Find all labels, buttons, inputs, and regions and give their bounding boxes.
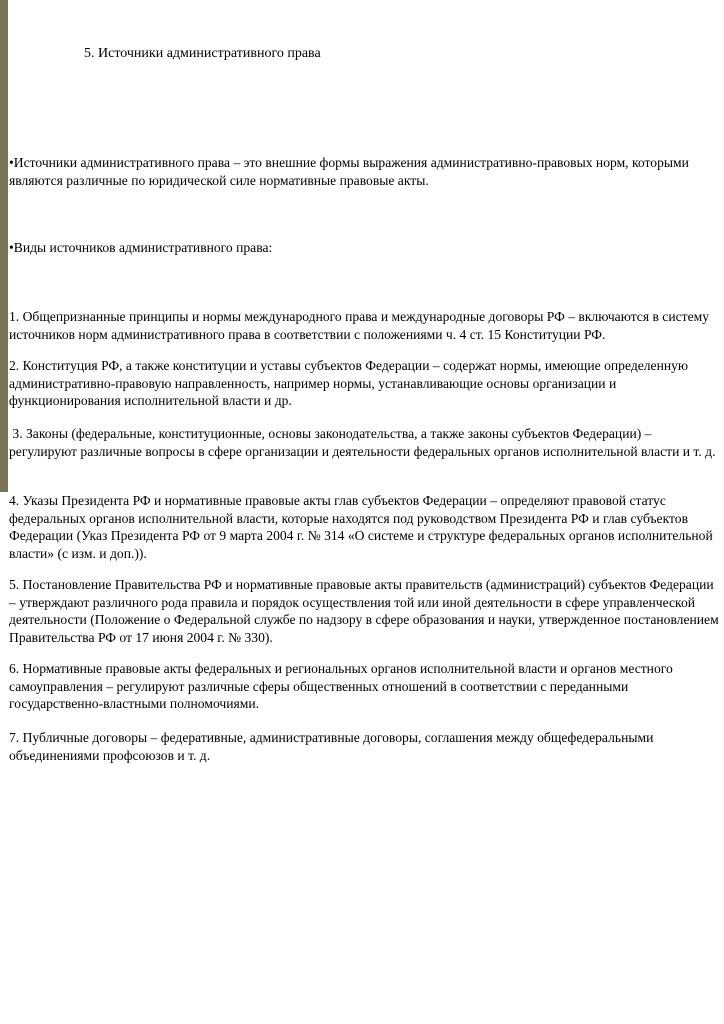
page-title: 5. Источники административного права: [84, 46, 321, 61]
list-item-5: 5. Постановление Правительства РФ и нормативные правовые акты правительств (администраций) субъектов Федерации – утверждают различного рода правила и порядок осуществления той или иной деятельности в сфере управленческой деятельности (Положение о Федеральной службе по надзору в сфере образования и науки, утвержденное постановлением Правительства РФ от 17 июня 2004 г. № 330).: [9, 577, 719, 645]
definition-paragraph: •Источники административного права – это внешние формы выражения административно-правовых норм, которыми являются различные по юридической силе нормативные правовые акты.: [9, 155, 689, 188]
types-heading: •Виды источников административного права:: [9, 240, 273, 255]
list-item-3: 3. Законы (федеральные, конституционные, основы законодательства, а также законы субъектов Федерации) – регулируют различные вопросы в сфере организации и деятельности федеральных органов исполнительной власти и т. д.: [9, 426, 716, 459]
list-item-4: 4. Указы Президента РФ и нормативные правовые акты глав субъектов Федерации – определяют правовой статус федеральных органов исполнительной власти, которые находятся под руководством Президента РФ и глав субъектов Федерации (Указ Президента РФ от 9 марта 2004 г. № 314 «О системе и структуре федеральных органов исполнительной власти» (с изм. и доп.)).: [9, 493, 713, 561]
list-item-2: 2. Конституция РФ, а также конституции и уставы субъектов Федерации – содержат нормы, имеющие определенную административно-правовую направленность, например нормы, устанавливающие основы организации и функционирования исполнительной власти и др.: [9, 358, 689, 408]
list-item-6: 6. Нормативные правовые акты федеральных и региональных органов исполнительной власти и органов местного самоуправления – регулируют различные сферы общественных отношений в соответствии с переданными государственно-властными полномочиями.: [9, 661, 673, 711]
left-side-bar: [0, 0, 8, 492]
list-item-7: 7. Публичные договоры – федеративные, административные договоры, соглашения между общефедеральными объединениями профсоюзов и т. д.: [9, 730, 654, 763]
list-item-1: 1. Общепризнанные принципы и нормы международного права и международные договоры РФ – включаются в систему источников норм административного права в соответствии с положениями ч. 4 ст. 15 Конституции РФ.: [9, 309, 710, 342]
